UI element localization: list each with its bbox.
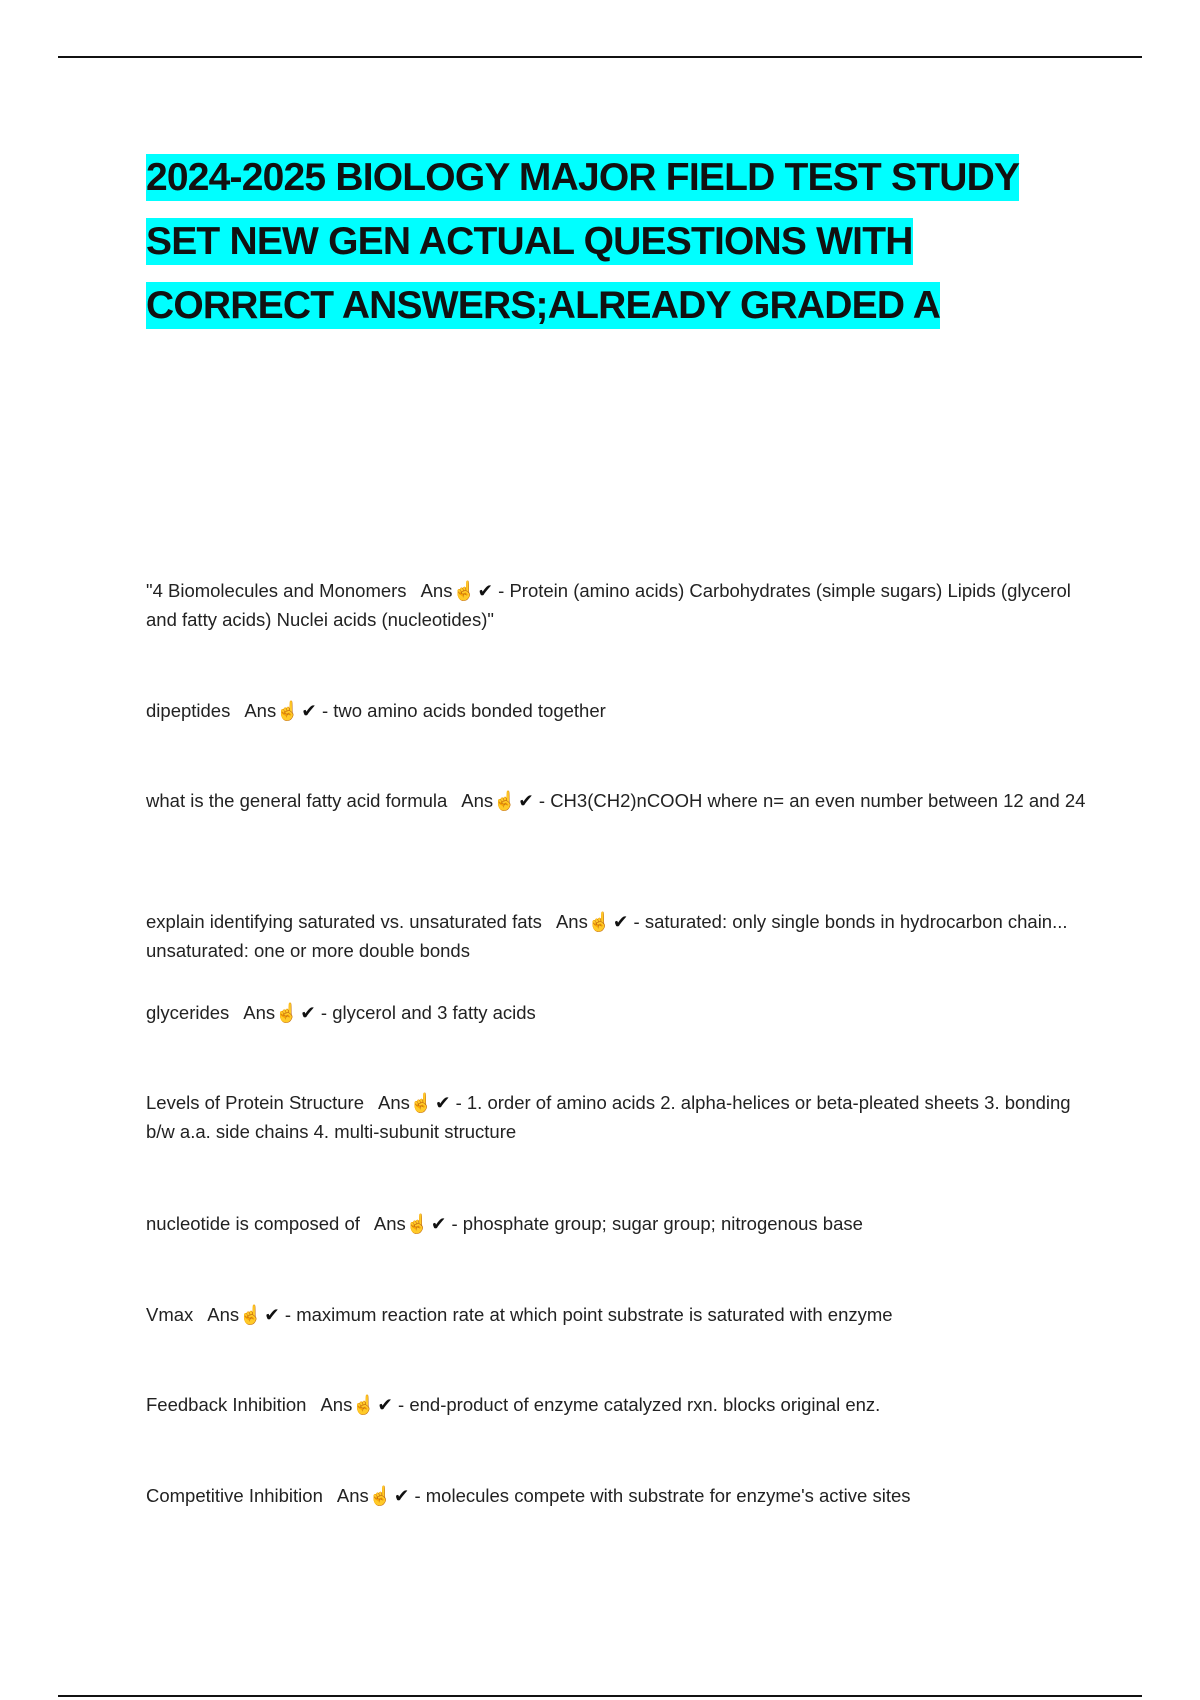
answer-label: Ans: [244, 700, 277, 721]
answer-label: Ans: [461, 790, 494, 811]
checkmark-icon: ✔: [434, 1092, 451, 1113]
bottom-page-rule: [58, 1695, 1142, 1697]
answer-label: Ans: [373, 1213, 406, 1234]
checkmark-icon: ✔: [301, 700, 317, 721]
document-title: [146, 146, 1096, 338]
pointing-hand-icon: ☝: [239, 1304, 263, 1325]
answer-text: - phosphate group; sugar group; nitrogenous base: [451, 1213, 863, 1234]
pointing-hand-icon: ☝: [275, 1002, 299, 1023]
qa-item: [146, 1481, 1096, 1510]
question-text: dipeptides: [146, 700, 231, 721]
question-text: glycerides: [146, 1002, 230, 1023]
checkmark-icon: ✔: [477, 580, 494, 601]
qa-item: [146, 696, 1096, 725]
pointing-hand-icon: ☝: [452, 580, 476, 601]
pointing-hand-icon: ☝: [352, 1394, 376, 1415]
checkmark-icon: ✔: [377, 1394, 393, 1415]
question-text: Levels of Protein Structure: [146, 1092, 364, 1113]
pointing-hand-icon: ☝: [587, 911, 611, 932]
checkmark-icon: ✔: [300, 1002, 316, 1023]
answer-text: - two amino acids bonded together: [321, 700, 606, 721]
checkmark-icon: ✔: [393, 1485, 410, 1506]
qa-item: [146, 1209, 1096, 1238]
answer-text: - CH3(CH2)nCOOH where n= an even number between 12 and 24: [538, 790, 1086, 811]
answer-label: Ans: [320, 1394, 353, 1415]
document-body: [146, 146, 1096, 1506]
question-text: "4 Biomolecules and Monomers: [146, 580, 407, 601]
checkmark-icon: ✔: [264, 1304, 280, 1325]
answer-text: - saturated: only single bonds in hydrocarbon chain... unsaturated: one or more double bonds: [146, 911, 1068, 961]
top-page-rule: [58, 56, 1142, 58]
qa-item: [146, 1390, 1096, 1419]
pointing-hand-icon: ☝: [276, 700, 300, 721]
question-text: Competitive Inhibition: [146, 1485, 323, 1506]
answer-label: Ans: [243, 1002, 276, 1023]
pointing-hand-icon: ☝: [409, 1092, 433, 1113]
answer-text: - Protein (amino acids) Carbohydrates (simple sugars) Lipids (glycerol and fatty acids) Nuclei acids (nucleotides)": [146, 580, 1071, 630]
pointing-hand-icon: ☝: [493, 790, 517, 811]
answer-label: Ans: [378, 1092, 410, 1113]
question-text: Vmax: [146, 1304, 194, 1325]
answer-text: - maximum reaction rate at which point substrate is saturated with enzyme: [284, 1304, 893, 1325]
qa-item: [146, 786, 1096, 815]
question-text: Feedback Inhibition: [146, 1394, 307, 1415]
question-text: what is the general fatty acid formula: [146, 790, 448, 811]
answer-text: - 1. order of amino acids 2. alpha-helices or beta-pleated sheets 3. bonding b/w a.a. side chains 4. multi-subunit structure: [146, 1092, 1071, 1142]
checkmark-icon: ✔: [518, 790, 534, 811]
checkmark-icon: ✔: [430, 1213, 447, 1234]
pointing-hand-icon: ☝: [368, 1485, 392, 1506]
question-text: nucleotide is composed of: [146, 1213, 360, 1234]
title-line-3: CORRECT ANSWERS;ALREADY GRADED A: [146, 284, 941, 327]
answer-label: Ans: [336, 1485, 369, 1506]
answer-text: - end-product of enzyme catalyzed rxn. blocks original enz.: [398, 1394, 881, 1415]
qa-item: [146, 907, 1096, 965]
answer-text: - glycerol and 3 fatty acids: [320, 1002, 536, 1023]
pointing-hand-icon: ☝: [405, 1213, 429, 1234]
answer-label: Ans: [420, 580, 453, 601]
answer-text: - molecules compete with substrate for enzyme's active sites: [414, 1485, 911, 1506]
qa-item: [146, 1088, 1096, 1146]
answer-label: Ans: [555, 911, 588, 932]
question-text: explain identifying saturated vs. unsaturated fats: [146, 911, 542, 932]
title-line-1: 2024-2025 BIOLOGY MAJOR FIELD TEST STUDY: [146, 156, 1020, 199]
qa-item: [146, 998, 1096, 1027]
qa-item: [146, 576, 1096, 634]
checkmark-icon: ✔: [612, 911, 629, 932]
qa-item: [146, 1300, 1096, 1329]
title-line-2: SET NEW GEN ACTUAL QUESTIONS WITH: [146, 220, 913, 263]
answer-label: Ans: [207, 1304, 240, 1325]
